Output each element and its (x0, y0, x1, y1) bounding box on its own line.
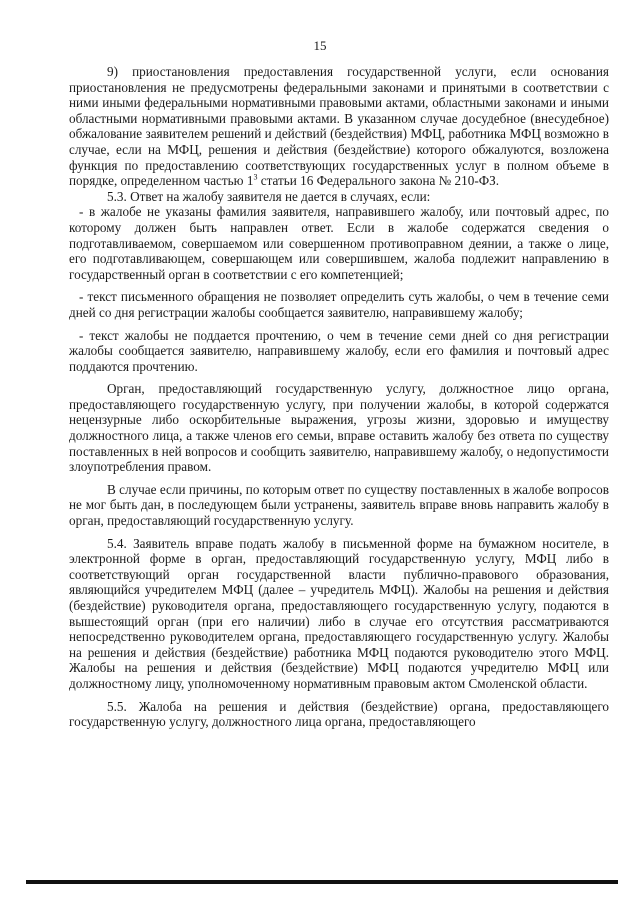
item-9-tail: статьи 16 Федерального закона № 210-ФЗ. (257, 173, 500, 189)
paragraph-item-9 (69, 64, 609, 189)
paragraph-bullet-3: - текст жалобы не поддается прочтению, о чем в течение семи дней со дня регистрации жалобы сообщается заявителю, направившему жалобу, если его фамилия и почтовый адрес поддаются прочтению. (69, 327, 609, 374)
document-body (69, 64, 609, 730)
superscript: 3 (253, 172, 258, 182)
paragraph-5-5: 5.5. Жалоба на решения и действия (бездействие) органа, предоставляющего государственную услугу, должностного лица органа, предоставляющего (69, 698, 609, 730)
bottom-rule (26, 880, 618, 884)
paragraph-5-3-intro: 5.3. Ответ на жалобу заявителя не дается в случаях, если: (107, 188, 431, 204)
paragraph-bullet-1: - в жалобе не указаны фамилия заявителя, направившего жалобу, или почтовый адрес, по которому должен быть направлен ответ. Если в жалобе содержатся сведения о подготавливаемом, совершаемом или совершенном противоправном деянии, а также о лице, его подготавливающем, совершающем или совершившем, жалоба подлежит направлению в государственный орган в соответствии с его компетенцией; (69, 204, 609, 282)
paragraph-reason: В случае если причины, по которым ответ по существу поставленных в жалобе вопросов не мог быть дан, в последующем были устранены, заявитель вправе вновь направить жалобу в орган, предоставляющий государственную услугу. (69, 481, 609, 529)
paragraph-organ: Орган, предоставляющий государственную услугу, должностное лицо органа, предоставляющего государственную услугу, при получении жалобы, в которой содержатся нецензурные либо оскорбительные выражения, угрозы жизни, здоровью и имуществу должностного лица, а также членов его семьи, вправе оставить жалобу без ответа по существу поставленных в ней вопросов и сообщить заявителю, направившему жалобу, о недопустимости злоупотребления правом. (69, 381, 609, 475)
paragraph-bullet-2: - текст письменного обращения не позволяет определить суть жалобы, о чем в течение семи дней со дня регистрации жалобы сообщается заявителю, направившему жалобу; (69, 289, 609, 320)
paragraph-5-4: 5.4. Заявитель вправе подать жалобу в письменной форме на бумажном носителе, в электронной форме в орган, предоставляющий государственную услугу, МФЦ либо в соответствующий орган государственной власти публично-правового образования, являющийся учредителем МФЦ (далее – учредитель МФЦ). Жалобы на решения и действия (бездействие) руководителя органа, предоставляющего государственную услугу, подаются в вышестоящий орган (при его наличии) либо в случае его отсутствия рассматриваются непосредственно руководителем органа, предоставляющего государственную услугу. Жалобы на решения и действия (бездействие) работника МФЦ подаются руководителю этого МФЦ. Жалобы на решения и действия (бездействие) МФЦ подаются учредителю МФЦ или должностному лицу, уполномоченному нормативным правовым актом Смоленской области. (69, 535, 609, 691)
page-number: 15 (313, 38, 327, 53)
item-9-text: 9) приостановления предоставления государственной услуги, если основания приостановления не предусмотрены федеральными законами и принятыми в соответствии с ними иными федеральными нормативными правовыми актами, областными законами и иными областными нормативными правовыми актами. В указанном случае досудебное (внесудебное) обжалование заявителем решений и действий (бездействия) МФЦ, работника МФЦ возможно в случае, если на МФЦ, решения и действия (бездействие) которого обжалуются, возложена функция по предоставлению соответствующих государственных услуг в полном объеме в порядке, определенном частью 1 (69, 64, 609, 189)
